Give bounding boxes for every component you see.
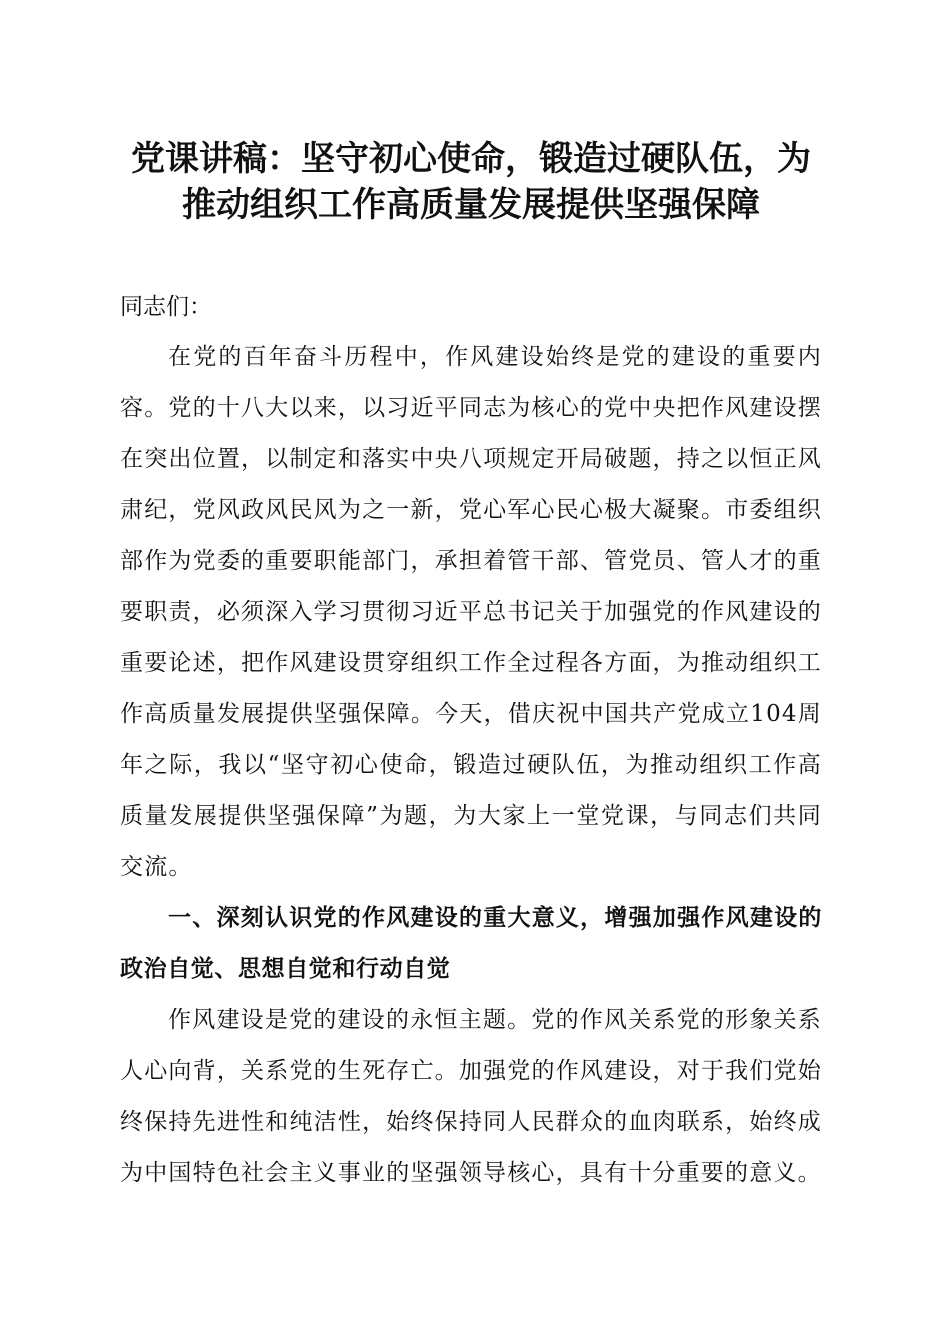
greeting: 同志们： bbox=[120, 294, 212, 320]
section-heading-1: 一、深刻认识党的作风建设的重大意义，增强加强作风建设的政治自觉、思想自觉和行动自觉 bbox=[120, 905, 822, 982]
document-title-line-1: 党课讲稿：坚守初心使命，锻造过硬队伍，为 bbox=[131, 139, 811, 179]
document-title-line-2: 推动组织工作高质量发展提供坚强保障 bbox=[182, 185, 760, 225]
paragraph-section-1: 作风建设是党的建设的永恒主题。党的作风关系党的形象关系人心向背，关系党的生死存亡。加强党的作风建设，对于我们党始终保持先进性和纯洁性，始终保持同人民群众的血肉联系，始终成为中国特色社会主义事业的坚强领导核心，具有十分重要的意义。 bbox=[120, 1007, 822, 1186]
paragraph-intro: 在党的百年奋斗历程中，作风建设始终是党的建设的重要内容。党的十八大以来，以习近平同志为核心的党中央把作风建设摆在突出位置，以制定和落实中央八项规定开局破题，持之以恒正风肃纪，党风政风民风为之一新，党心军心民心极大凝聚。市委组织部作为党委的重要职能部门，承担着管干部、管党员、管人才的重要职责，必须深入学习贯彻习近平总书记关于加强党的作风建设的重要论述，把作风建设贯穿组织工作全过程各方面，为推动组织工作高质量发展提供坚强保障。今天，借庆祝中国共产党成立104周年之际，我以“坚守初心使命，锻造过硬队伍，为推动组织工作高质量发展提供坚强保障”为题，为大家上一堂党课，与同志们共同交流。 bbox=[120, 344, 822, 880]
document-title bbox=[120, 136, 822, 228]
